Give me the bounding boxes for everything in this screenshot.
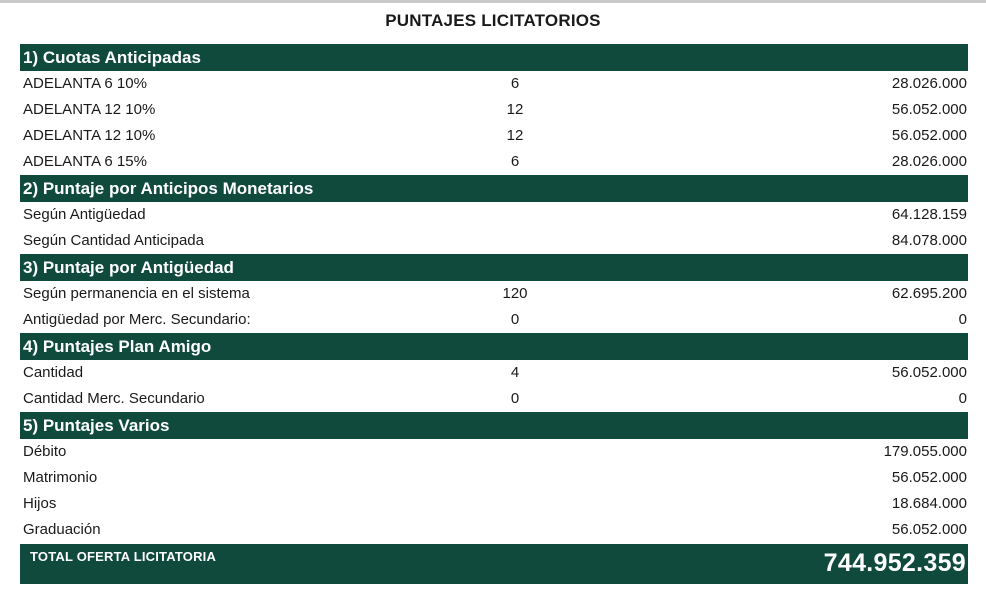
table-row	[20, 71, 968, 97]
total-label: TOTAL OFERTA LICITATORIA	[30, 549, 217, 564]
row-amount: 56.052.000	[891, 127, 967, 144]
row-label: Graduación	[23, 521, 101, 538]
page-title: PUNTAJES LICITATORIOS	[385, 11, 601, 30]
section-header-anticipos-monetarios: 2) Puntaje por Anticipos Monetarios	[20, 175, 968, 202]
row-quantity: 120	[502, 285, 528, 302]
section-header-cuotas-anticipadas: 1) Cuotas Anticipadas	[20, 44, 968, 71]
row-amount: 62.695.200	[891, 285, 967, 302]
row-amount: 56.052.000	[891, 521, 967, 538]
row-label: ADELANTA 12 10%	[23, 101, 156, 118]
row-amount: 56.052.000	[891, 364, 967, 381]
row-label: Antigüedad por Merc. Secundario:	[23, 311, 251, 328]
total-value: 744.952.359	[823, 549, 966, 577]
top-rule	[0, 0, 986, 3]
table-row	[20, 123, 968, 149]
row-amount: 18.684.000	[891, 495, 967, 512]
row-quantity: 6	[510, 153, 520, 170]
row-label: ADELANTA 12 10%	[23, 127, 156, 144]
row-amount: 56.052.000	[891, 469, 967, 486]
table-row	[20, 97, 968, 123]
row-label: Cantidad Merc. Secundario	[23, 390, 205, 407]
section-header-puntajes-varios: 5) Puntajes Varios	[20, 412, 968, 439]
table-row	[20, 281, 968, 307]
row-label: ADELANTA 6 15%	[23, 153, 147, 170]
row-label: ADELANTA 6 10%	[23, 75, 147, 92]
row-label: Matrimonio	[23, 469, 98, 486]
row-amount: 28.026.000	[891, 153, 967, 170]
row-label: Según Cantidad Anticipada	[23, 232, 204, 249]
row-amount: 84.078.000	[891, 232, 967, 249]
scores-table	[20, 44, 968, 584]
row-amount: 64.128.159	[891, 206, 967, 223]
row-label: Débito	[23, 443, 67, 460]
row-label: Cantidad	[23, 364, 84, 381]
row-quantity: 12	[506, 101, 524, 118]
table-row	[20, 439, 968, 465]
row-label: Hijos	[23, 495, 57, 512]
section-header-antiguedad: 3) Puntaje por Antigüedad	[20, 254, 968, 281]
row-quantity: 0	[510, 390, 520, 407]
section-header-plan-amigo: 4) Puntajes Plan Amigo	[20, 333, 968, 360]
row-quantity: 12	[506, 127, 524, 144]
table-row	[20, 491, 968, 517]
total-bar	[20, 544, 968, 584]
row-amount: 179.055.000	[883, 443, 967, 460]
row-amount: 28.026.000	[891, 75, 967, 92]
row-amount: 0	[958, 390, 967, 407]
row-amount: 56.052.000	[891, 101, 967, 118]
table-row	[20, 202, 968, 228]
table-row	[20, 149, 968, 175]
table-row	[20, 228, 968, 254]
row-label: Según permanencia en el sistema	[23, 285, 250, 302]
row-amount: 0	[958, 311, 967, 328]
table-row	[20, 465, 968, 491]
table-row	[20, 386, 968, 412]
table-row	[20, 360, 968, 386]
table-row	[20, 517, 968, 543]
row-label: Según Antigüedad	[23, 206, 146, 223]
row-quantity: 0	[510, 311, 520, 328]
row-quantity: 6	[510, 75, 520, 92]
row-quantity: 4	[510, 364, 520, 381]
table-row	[20, 307, 968, 333]
